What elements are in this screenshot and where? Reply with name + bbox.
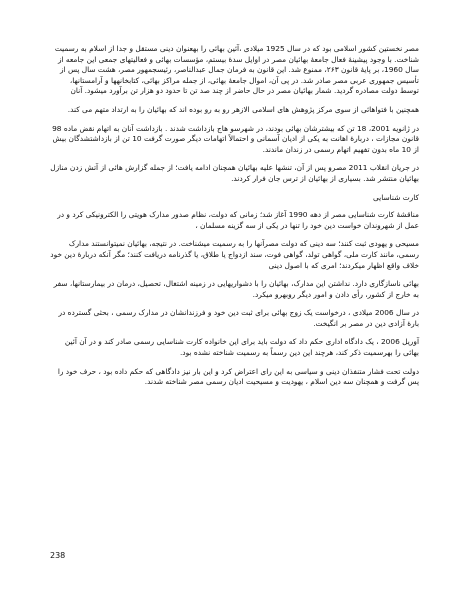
section-heading-id-card: کارت شناسایی [373,192,419,202]
paragraph-al-azhar-fatwas: همچنین با فتواهائی از سوی مرکز پژوهش های اسلامی الازهر رو به رو بوده اند که بهائیان را به ارتداد متهم می کند. [67,104,419,114]
page-number: 238 [50,551,66,560]
paragraph-consequences: بهائی ناسازگاری دارد. نداشتن این مدارک، بهائیان را با دشواریهایی در زمینه اشتغال، تحصیل، درمان در بیمارستانها، سفر به خارج از کشور، رأی دادن و امور دیگر روبهرو میکرد. [53,279,419,299]
paragraph-three-religions: مسیحی و یهودی ثبت کنند؛ سه دینی که دولت مصرآنها را به رسمیت میشناخت. در نتیجه، بهائیان نمیتوانستند مدارک رسمی، مانند کارت ملی، گواهی تولد، گواهی فوت، سند ازدواج یا طلاق، یا گذرنامه دریافت کنند؛ مگر آنکه دربارۀ دین خود خلاف واقع اظهار میکردند؛ امری که با اصول دینی [50,239,419,270]
paragraph-april-2006-ruling: آوریل 2006 ، یک دادگاه اداری حکم داد که دولت باید برای این خانواده کارت شناسایی رسمی صادر کند و در آن آئین بهائی را بهرسمیت ذکر کند، هرچند این دین رسماً به رسمیت شناخته نشده بود. [64,337,419,358]
paragraph-id-card-dispute: مناقشۀ کارت شناسایی مصر از دهه 1990 آغاز شد؛ زمانی که دولت، نظام صدور مدارک هویتی را الکترونیکی کرد و در عمل از شهروندان خواست دین خود را تنها در یکی از سه گزینه مسلمان ، [57,210,419,230]
paragraph-2006-couple: در سال 2006 میلادی ، درخواست یک زوج بهائی برای ثبت دین خود و فرزندانشان در مدارک رسمی ، بحثی گسترده در بارۀ آزادی دین در مصر بر انگیخت. [58,308,419,328]
paragraph-egypt-recognition: مصر نخستین کشور اسلامی بود که در سال 1925 میلادی ،آئین بهائی را بهعنوان دینی مستقل و جدا از اسلام به رسمیت شناخت. با وجود پیشینۀ فعال جامعۀ بهائیان مصر در اوایل سدۀ بیستم، مؤسسات بهائی و فعالیتهای جمعی این جامعه از سال 1960، بر پایۀ قانون ۲۶۳، ممنوع شد. این قانون به فرمان جمال عبدالناصر، رئیسجمهور مصر، هشت سال پس از تأسیس جمهوری عربی مصر صادر شد. در پی آن، اموال جامعۀ بهائی، از جمله مراکز بهائی، کتابخانهها و آرامستانها، توسط دولت مصادره گردید. شمار بهائیان مصر در حال حاضر از چند صد تن تا حدود دو هزار تن برآورد میشود. آنان [54,44,419,96]
document-body [50,44,419,396]
paragraph-government-objection: دولت تحت فشار متنفذان دینی و سیاسی به این رای اعتراض کرد و این بار نیز دادگاهی که حکم داده بود ، حرف خود را پس گرفت و همچنان سه دین اسلام ، یهودیت و مسیحیت ادیان رسمی مصر شناخته شدند. [57,366,419,387]
paragraph-2001-arrests: در ژانویه 2001، 18 تن که بیشترشان بهائی بودند، در شهرسو هاج بازداشت شدند . بازداشت آنان به اتهام نقض ماده 98 قانون مجازات ، دربارۀ اهانت به یکی از ادیان آسمانی و احتمالاً اتهامات دیگر صورت گرفت 10 تن از بازداشتشدگان بیش از 10 ماه بدون تفهیم اتهام رسمی در زندان ماندند. [52,123,419,154]
paragraph-2011-revolution: در جریان انقلاب 2011 مصرو پس از آن، تنشها علیه بهائیان همچنان ادامه یافت؛ از جمله گزارش هائی از آتش زدن منازل بهائیان منتشر شد. بسیاری از بهائیان از ترس جان فرار کردند. [50,163,419,183]
